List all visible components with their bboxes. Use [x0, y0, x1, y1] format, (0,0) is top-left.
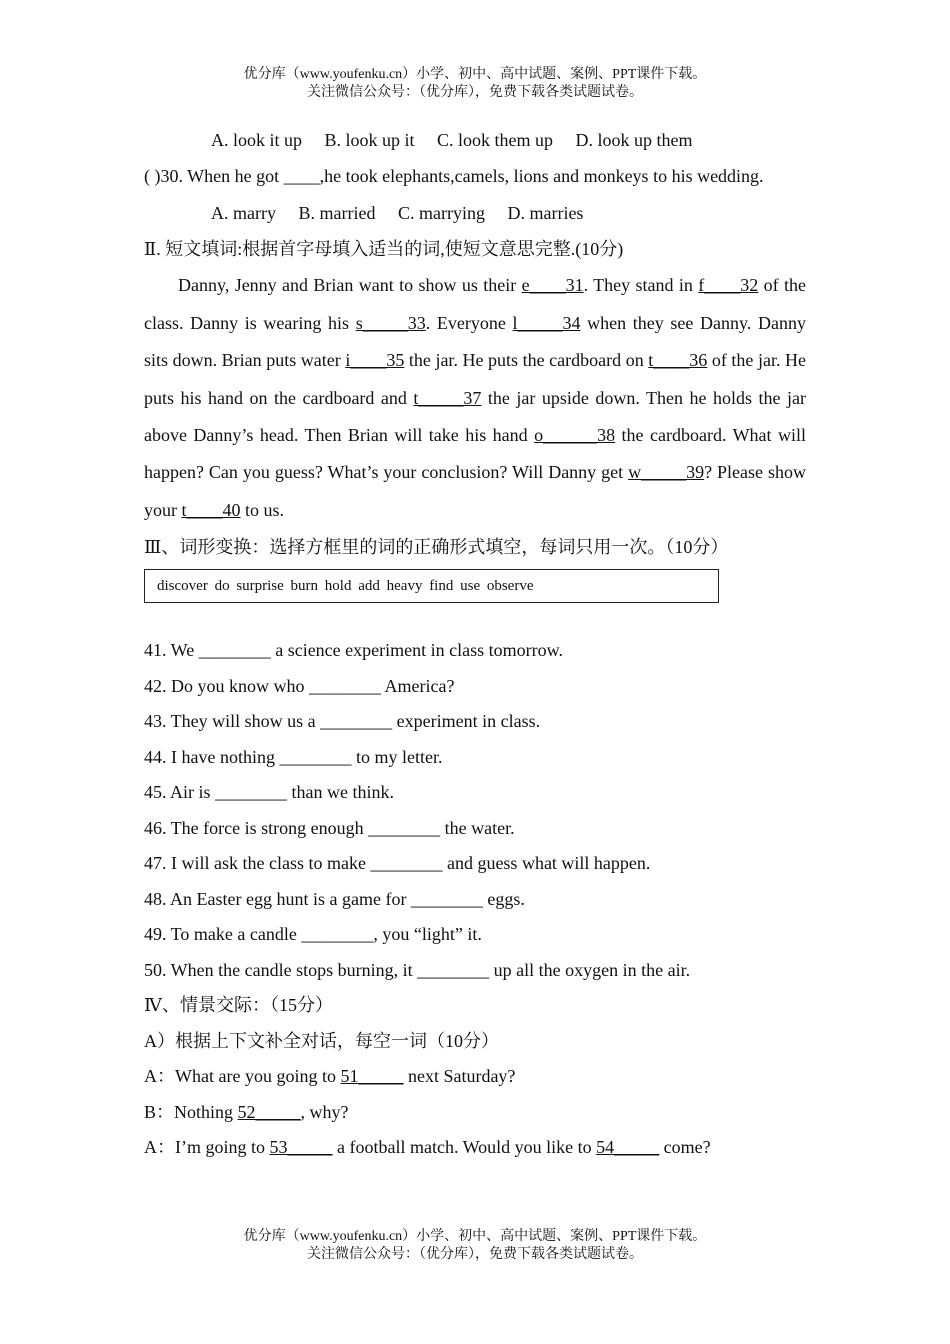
passage-text: Danny, Jenny and Brian want to show us their — [178, 275, 522, 296]
footer-line-2: 关注微信公众号：（优分库），免费下载各类试题试卷。 — [307, 1247, 643, 1262]
question-48: 48. An Easter egg hunt is a game for ________ eggs. — [144, 888, 525, 909]
dialogue-text: B：Nothing — [144, 1101, 238, 1122]
page-footer — [0, 1228, 950, 1264]
cloze-passage — [144, 267, 806, 529]
dialogue-text: A：What are you going to — [144, 1066, 341, 1087]
page-header — [0, 66, 950, 102]
spacer — [144, 603, 806, 633]
footer-line-1: 优分库（www.youfenku.cn）小学、初中、高中试题、案例、PPT课件下载。 — [243, 1229, 707, 1244]
q30-stem: ( )30. When he got ____,he took elephants,camels, lions and monkeys to his wedding. — [144, 166, 764, 186]
header-line-2: 关注微信公众号：（优分库），免费下载各类试题试卷。 — [307, 85, 643, 100]
dialogue-text: next Saturday? — [403, 1066, 516, 1087]
q29-option-d: D. look up them — [575, 130, 693, 150]
blank-54: 54_____ — [596, 1137, 660, 1158]
question-44: 44. I have nothing ________ to my letter. — [144, 746, 443, 767]
blank-32: f____32 — [698, 275, 759, 296]
blank-40: t____40 — [181, 499, 241, 520]
passage-text: of the jar. He puts his hand on the cardboard and — [144, 350, 807, 408]
dialogue-text: a football match. Would you like to — [332, 1137, 597, 1158]
dialogue-line-51 — [144, 1059, 806, 1095]
passage-text: the cardboard. What will happen? Can you guess? What’s your conclusion? Will Danny get — [144, 425, 807, 483]
passage-text: to us. — [240, 499, 285, 520]
question-47: 47. I will ask the class to make ________ and guess what will happen. — [144, 853, 651, 874]
blank-51: 51_____ — [340, 1066, 404, 1087]
blank-31: e____31 — [521, 275, 584, 296]
dialogue-text: A：I’m going to — [144, 1137, 270, 1158]
question-41: 41. We ________ a science experiment in class tomorrow. — [144, 640, 563, 661]
dialogue-line-52 — [144, 1095, 806, 1131]
blank-33: s_____33 — [355, 312, 426, 333]
q29-option-c: C. look them up — [437, 130, 554, 150]
dialogue-text: come? — [659, 1137, 711, 1158]
q30-option-d: D. marries — [507, 203, 584, 224]
blank-52: 52_____ — [237, 1101, 301, 1122]
q30-options — [144, 195, 806, 231]
word-bank-box: discover do surprise burn hold add heavy find use observe — [144, 569, 719, 603]
header-line-1: 优分库（www.youfenku.cn）小学、初中、高中试题、案例、PPT课件下载。 — [243, 67, 707, 82]
passage-text: when they see Danny. Danny sits down. Brian puts water — [144, 312, 806, 371]
blank-38: o______38 — [534, 425, 616, 446]
dialogue-line-53 — [144, 1130, 806, 1166]
blank-53: 53_____ — [269, 1137, 333, 1158]
blank-37: t_____37 — [413, 387, 482, 408]
exam-content — [144, 122, 806, 1166]
q29-option-b: B. look up it — [324, 130, 415, 150]
passage-text: of the class. Danny is wearing his — [144, 275, 807, 333]
passage-text: the jar upside down. Then he holds the jar above Danny’s head. Then Brian will take his hand — [144, 387, 806, 446]
passage-text: the jar. He puts the cardboard on — [404, 350, 649, 371]
blank-36: t____36 — [648, 350, 708, 371]
q30-option-b: B. married — [298, 203, 376, 224]
section4a-title: A）根据上下文补全对话，每空一词（10分） — [144, 1030, 499, 1051]
section3-title: Ⅲ、词形变换：选择方框里的词的正确形式填空，每词只用一次。（10分） — [144, 537, 729, 558]
section4-title: Ⅳ、情景交际：（15分） — [144, 995, 333, 1016]
q29-options — [144, 122, 806, 158]
question-45: 45. Air is ________ than we think. — [144, 782, 394, 803]
blank-34: l_____34 — [512, 312, 581, 333]
question-46: 46. The force is strong enough ________ the water. — [144, 817, 515, 838]
q30-option-c: C. marrying — [397, 203, 485, 224]
q30-option-a: A. marry — [211, 203, 276, 224]
question-50: 50. When the candle stops burning, it ________ up all the oxygen in the air. — [144, 959, 691, 980]
blank-39: w_____39 — [628, 462, 705, 483]
section2-title: Ⅱ. 短文填词:根据首字母填入适当的词,使短文意思完整.(10分) — [144, 239, 624, 260]
passage-text: ? Please show your — [144, 462, 806, 520]
question-49: 49. To make a candle ________, you “light” it. — [144, 924, 482, 945]
question-42: 42. Do you know who ________ America? — [144, 675, 455, 696]
q29-option-a: A. look it up — [211, 130, 303, 150]
question-43: 43. They will show us a ________ experiment in class. — [144, 711, 541, 732]
dialogue-text: , why? — [300, 1101, 349, 1122]
passage-text: . They stand in — [583, 275, 699, 296]
blank-35: i____35 — [345, 350, 405, 371]
passage-text: . Everyone — [425, 312, 513, 333]
